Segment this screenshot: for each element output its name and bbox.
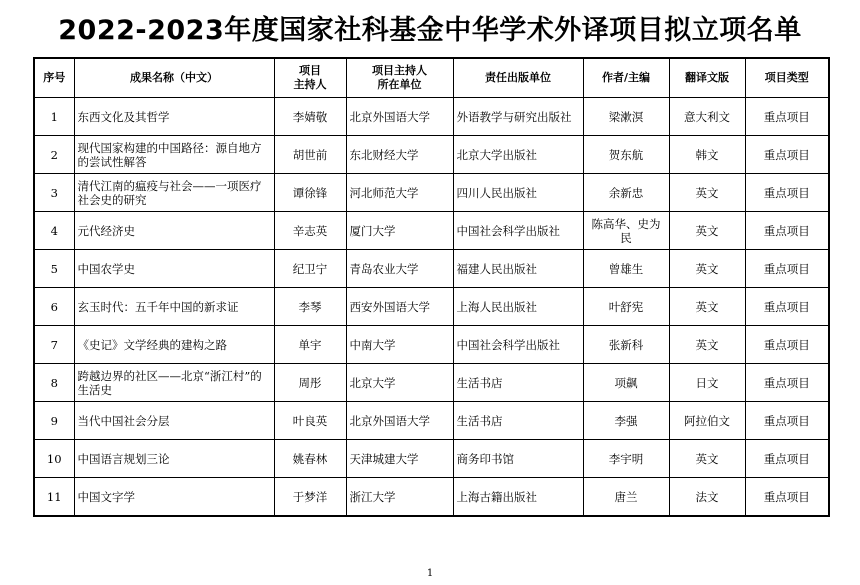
cell-language: 英文 [669,288,745,326]
cell-project-type: 重点项目 [745,288,829,326]
header-unit-line2: 所在单位 [377,78,422,91]
cell-publisher: 上海人民出版社 [453,288,583,326]
cell-seq: 6 [34,288,74,326]
cell-language: 英文 [669,440,745,478]
cell-seq: 11 [34,478,74,517]
page-number: 1 [426,568,434,579]
cell-author: 李宇明 [583,440,669,478]
cell-author: 李强 [583,402,669,440]
cell-host: 谭徐锋 [274,174,346,212]
cell-work-title: 当代中国社会分层 [74,402,274,440]
project-list-table [33,57,830,517]
header-author: 作者/主编 [583,58,669,98]
cell-seq: 1 [34,98,74,136]
table-row [34,288,829,326]
cell-publisher: 中国社会科学出版社 [453,212,583,250]
cell-project-type: 重点项目 [745,364,829,402]
cell-work-title: 清代江南的瘟疫与社会——一项医疗社会史的研究 [74,174,274,212]
table-body [34,98,829,517]
cell-author: 张新科 [583,326,669,364]
cell-host: 单宇 [274,326,346,364]
table-row [34,326,829,364]
cell-author: 叶舒宪 [583,288,669,326]
cell-work-title: 现代国家构建的中国路径：源自地方的尝试性解答 [74,136,274,174]
cell-work-title: 元代经济史 [74,212,274,250]
cell-project-type: 重点项目 [745,440,829,478]
table-row [34,364,829,402]
cell-language: 日文 [669,364,745,402]
cell-seq: 8 [34,364,74,402]
table-row [34,440,829,478]
cell-language: 韩文 [669,136,745,174]
cell-publisher: 北京大学出版社 [453,136,583,174]
cell-project-type: 重点项目 [745,136,829,174]
cell-host: 周彤 [274,364,346,402]
cell-work-title: 中国农学史 [74,250,274,288]
cell-host: 姚春林 [274,440,346,478]
cell-host: 于梦洋 [274,478,346,517]
header-project-type: 项目类型 [745,58,829,98]
cell-host: 李婧敬 [274,98,346,136]
document-title: 2022-2023年度国家社科基金中华学术外译项目拟立项名单 [58,15,802,46]
cell-host-unit: 厦门大学 [346,212,453,250]
table-row [34,98,829,136]
cell-project-type: 重点项目 [745,212,829,250]
table-row [34,478,829,517]
cell-publisher: 上海古籍出版社 [453,478,583,517]
table-header-row [34,58,829,98]
cell-publisher: 生活书店 [453,364,583,402]
cell-language: 英文 [669,250,745,288]
cell-language: 意大利文 [669,98,745,136]
header-host [274,58,346,98]
cell-seq: 3 [34,174,74,212]
cell-publisher: 中国社会科学出版社 [453,326,583,364]
cell-host-unit: 北京外国语大学 [346,402,453,440]
cell-publisher: 福建人民出版社 [453,250,583,288]
cell-project-type: 重点项目 [745,174,829,212]
cell-host-unit: 北京大学 [346,364,453,402]
cell-seq: 7 [34,326,74,364]
cell-work-title: 中国文字学 [74,478,274,517]
cell-host-unit: 北京外国语大学 [346,98,453,136]
cell-seq: 2 [34,136,74,174]
cell-publisher: 四川人民出版社 [453,174,583,212]
cell-project-type: 重点项目 [745,98,829,136]
cell-project-type: 重点项目 [745,250,829,288]
cell-host: 纪卫宁 [274,250,346,288]
cell-author: 贺东航 [583,136,669,174]
cell-host-unit: 东北财经大学 [346,136,453,174]
cell-work-title: 跨越边界的社区——北京“浙江村”的生活史 [74,364,274,402]
header-work-title: 成果名称（中文） [74,58,274,98]
cell-project-type: 重点项目 [745,402,829,440]
cell-author: 陈高华、史为民 [583,212,669,250]
header-host-line1: 项目 [299,64,321,77]
cell-host-unit: 中南大学 [346,326,453,364]
cell-seq: 4 [34,212,74,250]
cell-host-unit: 西安外国语大学 [346,288,453,326]
header-host-line2: 主持人 [293,78,327,91]
cell-author: 唐兰 [583,478,669,517]
cell-author: 项飙 [583,364,669,402]
table-row [34,136,829,174]
table-row [34,212,829,250]
cell-work-title: 《史记》文学经典的建构之路 [74,326,274,364]
cell-publisher: 商务印书馆 [453,440,583,478]
table-row [34,250,829,288]
cell-author: 梁漱溟 [583,98,669,136]
cell-author: 曾雄生 [583,250,669,288]
cell-seq: 10 [34,440,74,478]
header-unit-line1: 项目主持人 [372,64,427,77]
cell-host-unit: 河北师范大学 [346,174,453,212]
header-seq: 序号 [34,58,74,98]
cell-host-unit: 青岛农业大学 [346,250,453,288]
header-publisher: 责任出版单位 [453,58,583,98]
cell-work-title: 中国语言规划三论 [74,440,274,478]
cell-seq: 9 [34,402,74,440]
cell-work-title: 东西文化及其哲学 [74,98,274,136]
cell-language: 英文 [669,174,745,212]
cell-host: 李琴 [274,288,346,326]
cell-host: 辛志英 [274,212,346,250]
header-language: 翻译文版 [669,58,745,98]
table-row [34,402,829,440]
cell-host: 胡世前 [274,136,346,174]
cell-language: 英文 [669,326,745,364]
cell-project-type: 重点项目 [745,478,829,517]
table-row [34,174,829,212]
cell-project-type: 重点项目 [745,326,829,364]
cell-host-unit: 天津城建大学 [346,440,453,478]
cell-host: 叶良英 [274,402,346,440]
cell-author: 余新忠 [583,174,669,212]
cell-seq: 5 [34,250,74,288]
cell-host-unit: 浙江大学 [346,478,453,517]
cell-language: 阿拉伯文 [669,402,745,440]
cell-publisher: 外语教学与研究出版社 [453,98,583,136]
cell-language: 法文 [669,478,745,517]
header-host-unit [346,58,453,98]
cell-work-title: 玄玉时代：五千年中国的新求证 [74,288,274,326]
cell-language: 英文 [669,212,745,250]
cell-publisher: 生活书店 [453,402,583,440]
